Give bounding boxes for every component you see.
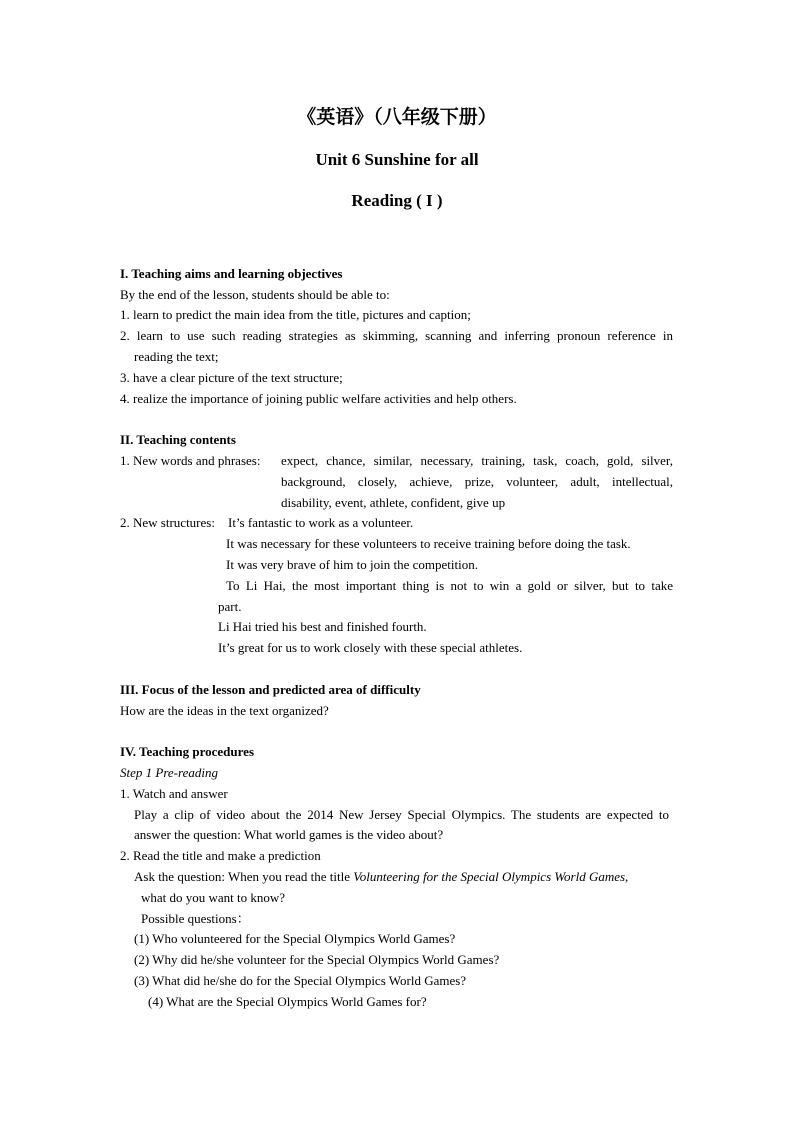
lesson-text-title: Volunteering for the Special Olympics World Games [353, 869, 626, 884]
section-1-intro: By the end of the lesson, students should be able to: [120, 287, 390, 302]
lesson-title: Reading ( I ) [351, 191, 443, 210]
structure-5: Li Hai tried his best and finished fourth. [218, 619, 427, 634]
structure-1: It’s fantastic to work as a volunteer. [228, 515, 414, 530]
section-2-heading: II. Teaching contents [120, 432, 236, 447]
possible-questions-label: Possible questions： [141, 911, 250, 926]
structure-3: It was very brave of him to join the competition. [226, 557, 478, 572]
objective-2-cont: reading the text; [134, 349, 219, 364]
objective-1: 1. learn to predict the main idea from the title, pictures and caption; [120, 307, 471, 322]
objective-2: 2. learn to use such reading strategies as skimming, scanning and inferring pronoun reference in [120, 328, 673, 343]
procedure-1-title: 1. Watch and answer [120, 786, 228, 801]
procedure-1-line-1: Play a clip of video about the 2014 New Jersey Special Olympics. The students are expected to [134, 807, 669, 822]
book-title: 《英语》（八年级下册） [297, 107, 497, 128]
structure-4: To Li Hai, the most important thing is not to win a gold or silver, but to take [226, 578, 673, 593]
new-words-line-3: disability, event, athlete, confident, give up [281, 495, 506, 510]
procedure-2-line-1-end: , [625, 869, 629, 884]
procedure-2-title: 2. Read the title and make a prediction [120, 848, 321, 863]
section-4-heading: IV. Teaching procedures [120, 744, 255, 759]
section-3-text: How are the ideas in the text organized? [120, 703, 329, 718]
new-structures-label: 2. New structures: [120, 515, 215, 530]
new-words-label: 1. New words and phrases: [120, 453, 261, 468]
procedure-2-line-1-start: Ask the question: When you read the title [134, 869, 354, 884]
section-3-heading: III. Focus of the lesson and predicted area of difficulty [120, 682, 421, 697]
objective-4: 4. realize the importance of joining public welfare activities and help others. [120, 391, 517, 406]
new-words-line-2: background, closely, achieve, prize, volunteer, adult, intellectual, [281, 474, 673, 489]
new-words-line-1: expect, chance, similar, necessary, training, task, coach, gold, silver, [281, 453, 673, 468]
objective-3: 3. have a clear picture of the text structure; [120, 370, 343, 385]
procedure-2-line-2: what do you want to know? [141, 890, 286, 905]
structure-2: It was necessary for these volunteers to receive training before doing the task. [226, 536, 631, 551]
structure-6: It’s great for us to work closely with these special athletes. [218, 640, 523, 655]
procedure-1-line-2: answer the question: What world games is the video about? [134, 827, 444, 842]
step-1-label: Step 1 Pre-reading [120, 765, 218, 780]
question-1: (1) Who volunteered for the Special Olympics World Games? [134, 931, 456, 946]
structure-4-cont: part. [218, 599, 242, 614]
question-3: (3) What did he/she do for the Special Olympics World Games? [134, 973, 467, 988]
question-2: (2) Why did he/she volunteer for the Special Olympics World Games? [134, 952, 500, 967]
question-4: (4) What are the Special Olympics World Games for? [148, 994, 427, 1009]
unit-title: Unit 6 Sunshine for all [315, 150, 479, 169]
section-1-heading: I. Teaching aims and learning objectives [120, 266, 343, 281]
procedure-2-line-1 [134, 869, 628, 885]
